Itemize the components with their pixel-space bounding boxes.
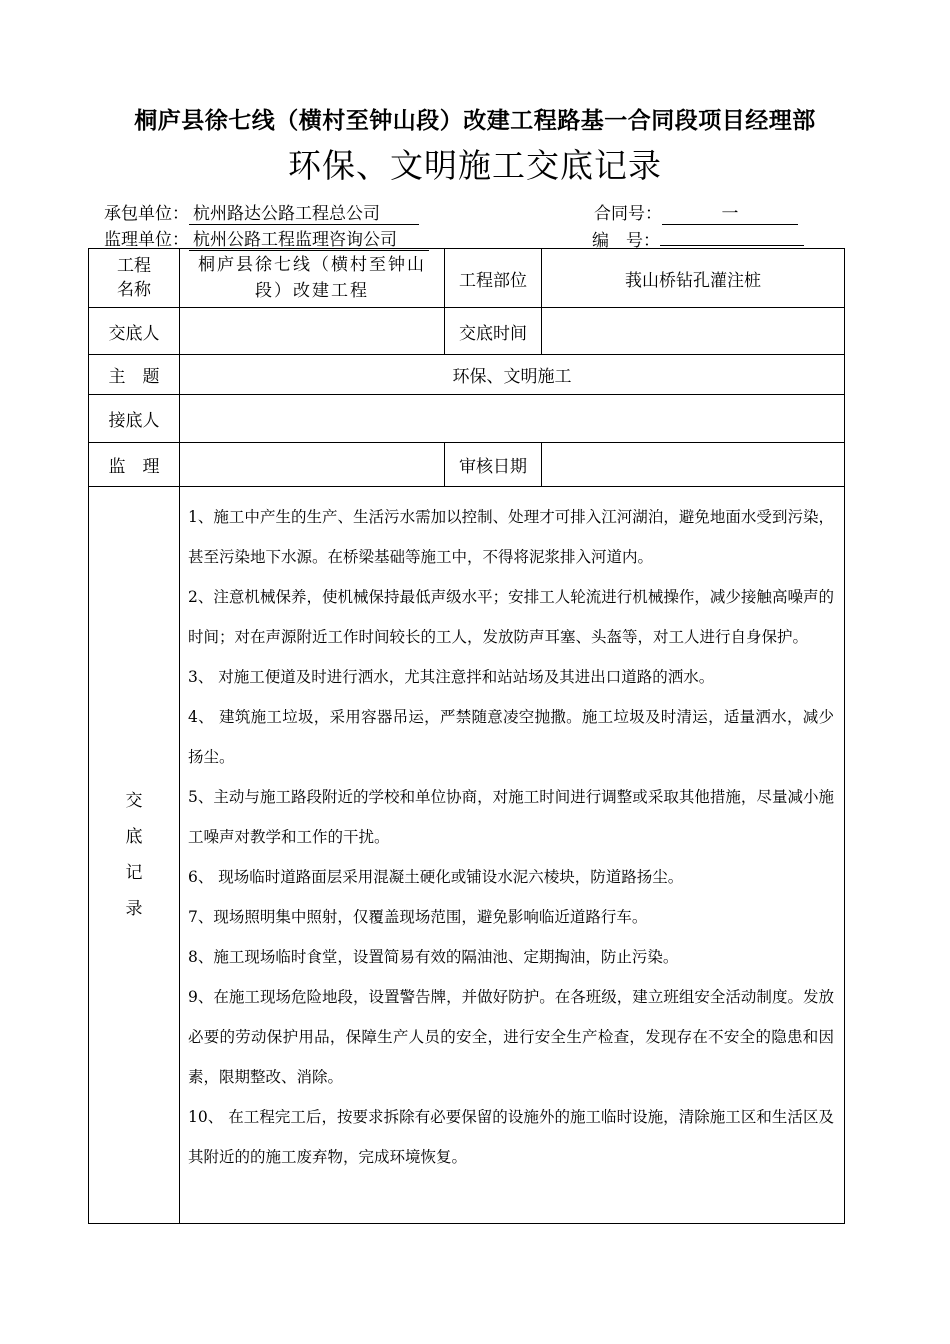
presentation-time-label: 交底时间 <box>445 308 542 355</box>
record-label-char: 交 <box>125 791 143 811</box>
record-items <box>180 487 845 1224</box>
presentation-time-value <box>542 308 845 355</box>
review-date-label: 审核日期 <box>445 443 542 487</box>
record-item: 10、 在工程完工后，按要求拆除有必要保留的设施外的施工临时设施，清除施工区和生活区及其附近的的施工废弃物，完成环境恢复。 <box>188 1108 834 1166</box>
record-item: 8、施工现场临时食堂，设置简易有效的隔油池、定期掏油，防止污染。 <box>188 948 679 966</box>
record-item: 4、 建筑施工垃圾，采用容器吊运，严禁随意凌空抛撒。施工垃圾及时清运，适量洒水，减少扬尘。 <box>188 708 834 766</box>
subject-label: 主 题 <box>89 355 180 395</box>
project-name-label-line2: 名称 <box>117 280 151 300</box>
supervisor-label: 监理单位： <box>104 230 189 250</box>
project-name-value: 桐庐县徐七线（横村至钟山段）改建工程 <box>180 249 445 308</box>
document-subtitle: 环保、文明施工交底记录 <box>288 146 662 185</box>
record-item: 3、 对施工便道及时进行洒水，尤其注意拌和站站场及其进出口道路的洒水。 <box>188 668 715 686</box>
record-item: 7、现场照明集中照射，仅覆盖现场范围，避免影响临近道路行车。 <box>188 908 648 926</box>
project-part-value: 莪山桥钻孔灌注桩 <box>542 249 845 308</box>
contractor-label: 承包单位： <box>104 204 189 224</box>
supervision-value <box>180 443 445 487</box>
project-name-label <box>89 249 180 308</box>
presenter-value <box>180 308 445 355</box>
record-table <box>88 248 845 1224</box>
supervision-label: 监 理 <box>89 443 180 487</box>
contract-no-label: 合同号： <box>594 204 662 224</box>
project-name-label-line1: 工程 <box>117 256 151 276</box>
record-item: 6、 现场临时道路面层采用混凝土硬化或铺设水泥六棱块，防道路扬尘。 <box>188 868 684 886</box>
record-label-char: 录 <box>125 899 143 919</box>
review-date-value <box>542 443 845 487</box>
contract-no-line <box>594 199 798 225</box>
record-item: 1、施工中产生的生产、生活污水需加以控制、处理才可排入江河湖泊，避免地面水受到污染，甚至污染地下水源。在桥梁基础等施工中，不得将泥浆排入河道内。 <box>188 508 834 566</box>
project-part-label: 工程部位 <box>445 249 542 308</box>
subject-value: 环保、文明施工 <box>180 355 845 395</box>
record-item: 2、注意机械保养，使机械保持最低声级水平；安排工人轮流进行机械操作，减少接触高噪声的时间；对在声源附近工作时间较长的工人，发放防声耳塞、头盔等，对工人进行自身保护。 <box>188 588 834 646</box>
receiver-label: 接底人 <box>89 395 180 443</box>
contractor-line <box>104 199 419 225</box>
document-title: 桐庐县徐七线（横村至钟山段）改建工程路基一合同段项目经理部 <box>134 108 816 134</box>
record-item: 9、在施工现场危险地段，设置警告牌，并做好防护。在各班级，建立班组安全活动制度。发放必要的劳动保护用品，保障生产人员的安全，进行安全生产检查，发现存在不安全的隐患和因素，限期整改、消除。 <box>188 988 834 1086</box>
record-item: 5、主动与施工路段附近的学校和单位协商，对施工时间进行调整或采取其他措施，尽量减小施工噪声对教学和工作的干扰。 <box>188 788 834 846</box>
supervisor-value: 杭州公路工程监理咨询公司 <box>189 230 429 251</box>
record-label-char: 记 <box>125 863 143 883</box>
record-label <box>89 487 180 1224</box>
contract-no-value: 一 <box>662 204 798 225</box>
number-label: 编 号： <box>592 231 660 251</box>
receiver-value <box>180 395 845 443</box>
contractor-value: 杭州路达公路工程总公司 <box>189 204 419 225</box>
number-value <box>660 225 804 246</box>
record-label-char: 底 <box>125 827 143 847</box>
presenter-label: 交底人 <box>89 308 180 355</box>
